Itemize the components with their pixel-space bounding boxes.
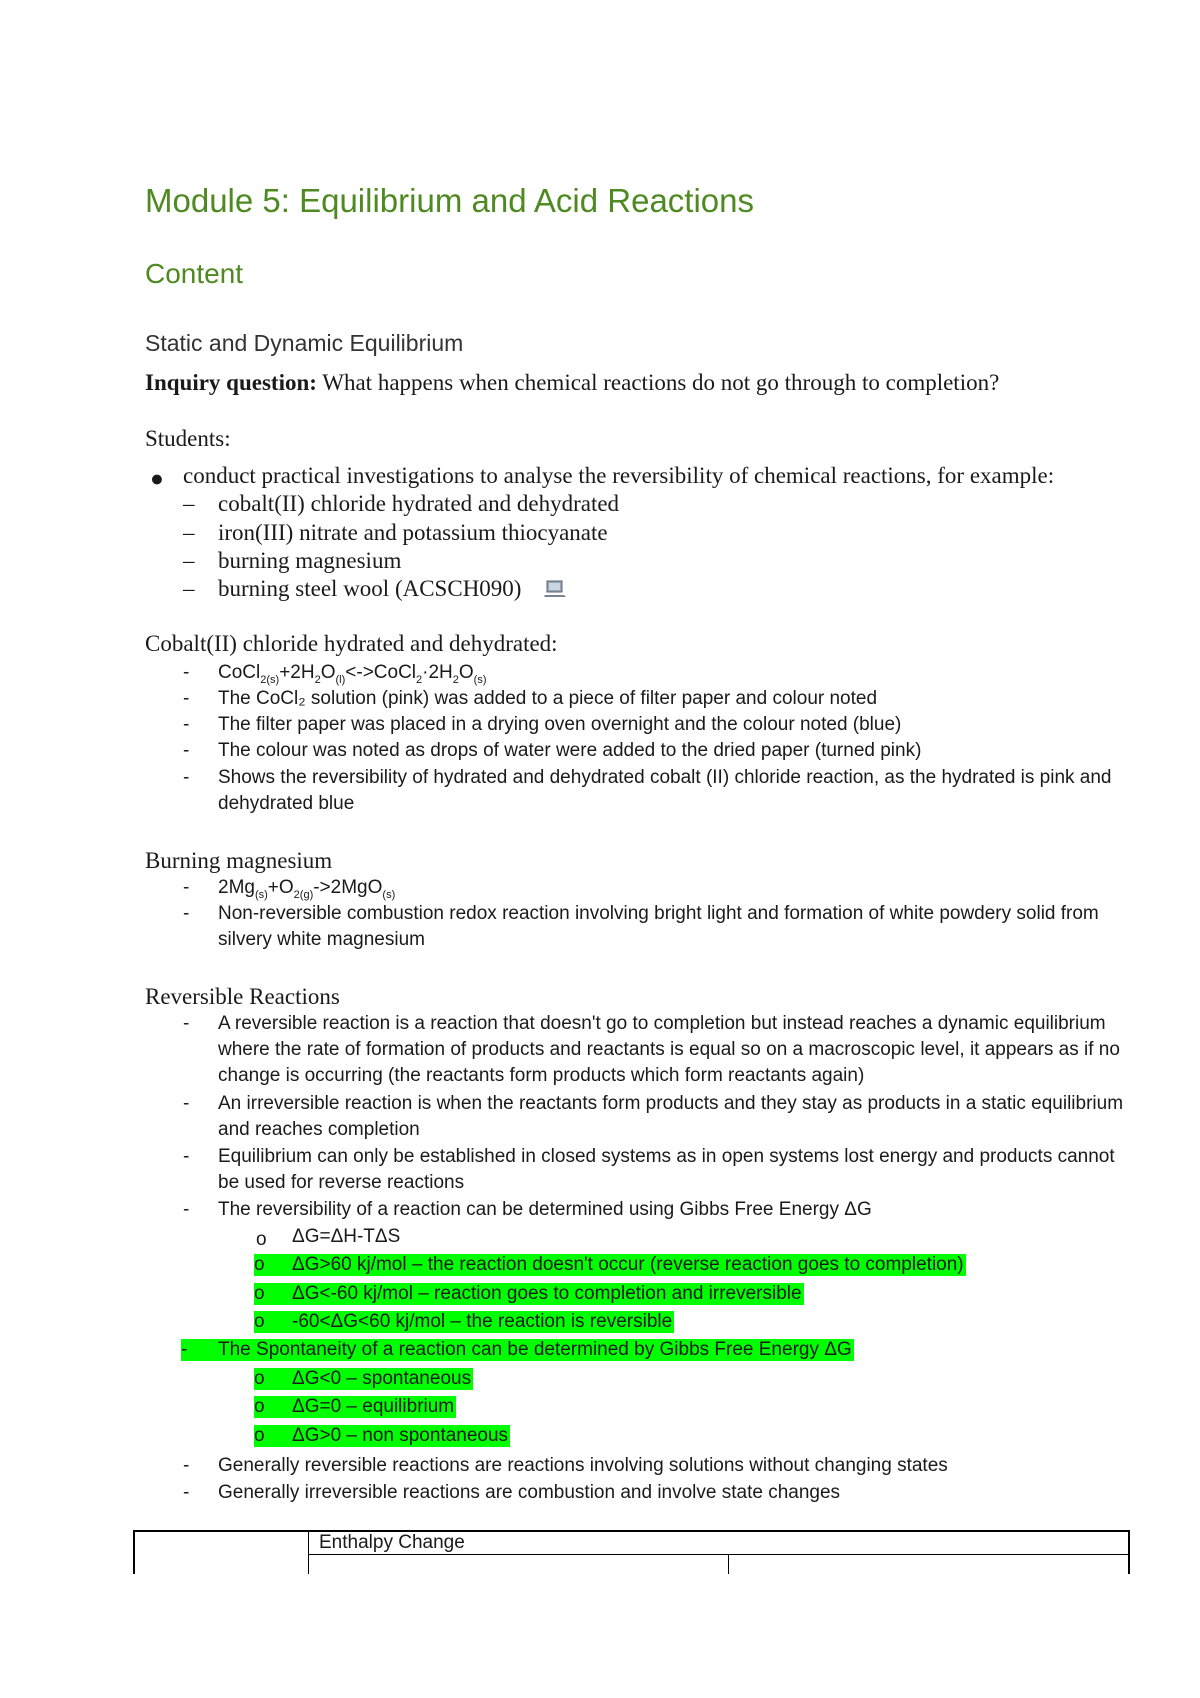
table-border xyxy=(133,1530,135,1574)
circle-bullet: o xyxy=(254,1254,265,1275)
circle-bullet: o xyxy=(254,1368,265,1389)
bullet-subitem: burning steel wool (ACSCH090) xyxy=(218,576,522,601)
cobalt-item: The CoCl₂ solution (pink) was added to a piece of filter paper and colour noted xyxy=(218,688,878,709)
bullet-text: conduct practical investigations to analyse the reversibility of chemical reactions, for example: xyxy=(183,463,1055,488)
highlighted-line xyxy=(181,1339,854,1361)
dash-marker: - xyxy=(183,1455,190,1476)
table-border xyxy=(308,1554,1130,1555)
spont-subitem: ΔG<0 – spontaneous xyxy=(292,1368,472,1389)
dash-marker: - xyxy=(181,1339,188,1360)
highlighted-line xyxy=(254,1368,473,1390)
magnesium-equation: $2Mg_{(s)}+O_{2(g)}->2MgO_{(s)}$ xyxy=(218,877,396,901)
dash-marker: - xyxy=(183,1146,190,1167)
cobalt-item: The filter paper was placed in a drying oven overnight and the colour noted (blue) xyxy=(218,714,902,735)
inquiry-label: Inquiry question: xyxy=(145,370,317,395)
gibbs-subitem: -60<ΔG<60 kj/mol – the reaction is reversible xyxy=(292,1311,673,1332)
circle-bullet: o xyxy=(254,1283,265,1304)
highlighted-line xyxy=(254,1311,674,1333)
en-dash-marker: – xyxy=(183,548,195,573)
dash-marker: - xyxy=(183,1199,190,1220)
highlighted-line xyxy=(254,1396,456,1418)
reversible-item: The reversibility of a reaction can be determined using Gibbs Free Energy ΔG xyxy=(218,1199,872,1220)
magnesium-item: Non-reversible combustion redox reaction involving bright light and formation of white powdery solid from silvery white magnesium xyxy=(218,903,1099,950)
section-heading: Static and Dynamic Equilibrium xyxy=(145,330,464,356)
highlighted-line xyxy=(254,1283,804,1305)
spontaneity-item: The Spontaneity of a reaction can be determined by Gibbs Free Energy ΔG xyxy=(218,1339,852,1360)
gibbs-subitem: ΔG>60 kj/mol – the reaction doesn't occur (reverse reaction goes to completion) xyxy=(292,1254,964,1275)
gibbs-subitem: ΔG=ΔH-TΔS xyxy=(292,1226,401,1247)
reversible-heading: Reversible Reactions xyxy=(145,984,340,1009)
cobalt-heading: Cobalt(II) chloride hydrated and dehydrated: xyxy=(145,631,558,656)
students-label: Students: xyxy=(145,426,231,451)
bullet-subitem: iron(III) nitrate and potassium thiocyanate xyxy=(218,520,608,545)
bullet-icon: ● xyxy=(150,466,164,491)
table-border xyxy=(728,1554,729,1574)
cobalt-item: The colour was noted as drops of water were added to the dried paper (turned pink) xyxy=(218,740,922,761)
dash-marker: - xyxy=(183,767,190,788)
computer-icon xyxy=(544,580,568,598)
reversible-item: A reversible reaction is a reaction that doesn't go to completion but instead reaches a dynamic equilibrium where the rate of formation of products and reactants is equal so on a macroscopic level, it appears as if no change is occurring (the reactants form products which form reactants again) xyxy=(218,1013,1120,1086)
en-dash-marker: – xyxy=(183,576,195,601)
table-header: Enthalpy Change xyxy=(319,1532,465,1553)
reversible-item: An irreversible reaction is when the reactants form products and they stay as products in a static equilibrium and reaches completion xyxy=(218,1093,1124,1140)
en-dash-marker: – xyxy=(183,520,195,545)
cobalt-equation: $CoCl_{2(s)}+2H_2O_{(l)}<->CoCl_2\cdot 2H_2O_{(s)}$ xyxy=(218,662,487,686)
table-border xyxy=(133,1530,1130,1532)
bullet-subitem: burning magnesium xyxy=(218,548,402,573)
reversible-item: Equilibrium can only be established in closed systems as in open systems lost energy and products cannot be used for reverse reactions xyxy=(218,1146,1115,1193)
dash-marker: - xyxy=(183,1482,190,1503)
highlighted-line xyxy=(254,1425,510,1447)
spont-subitem: ΔG>0 – non spontaneous xyxy=(292,1425,509,1446)
bullet-subitem: cobalt(II) chloride hydrated and dehydrated xyxy=(218,491,620,516)
dash-marker: - xyxy=(183,1013,190,1034)
circle-bullet: o xyxy=(256,1229,267,1250)
dash-marker: - xyxy=(183,1093,190,1114)
dash-marker: - xyxy=(183,714,190,735)
dash-marker: - xyxy=(183,740,190,761)
general-item: Generally irreversible reactions are combustion and involve state changes xyxy=(218,1482,841,1503)
general-item: Generally reversible reactions are reactions involving solutions without changing states xyxy=(218,1455,948,1476)
dash-marker: - xyxy=(183,903,190,924)
spont-subitem: ΔG=0 – equilibrium xyxy=(292,1396,455,1417)
magnesium-heading: Burning magnesium xyxy=(145,848,333,873)
circle-bullet: o xyxy=(254,1311,265,1332)
content-heading: Content xyxy=(145,258,244,289)
enthalpy-table xyxy=(133,1530,1130,1574)
table-border xyxy=(1128,1530,1130,1574)
highlighted-line xyxy=(254,1254,966,1276)
dash-marker: - xyxy=(183,877,190,898)
circle-bullet: o xyxy=(254,1425,265,1446)
table-border xyxy=(308,1530,309,1574)
dash-marker: - xyxy=(183,662,190,683)
cobalt-item: Shows the reversibility of hydrated and dehydrated cobalt (II) chloride reaction, as the hydrated is pink and dehydrated blue xyxy=(218,767,1112,814)
gibbs-subitem: ΔG<-60 kj/mol – reaction goes to completion and irreversible xyxy=(292,1283,802,1304)
circle-bullet: o xyxy=(254,1396,265,1417)
dash-marker: - xyxy=(183,688,190,709)
module-title: Module 5: Equilibrium and Acid Reactions xyxy=(145,182,755,219)
inquiry-question xyxy=(145,370,999,396)
en-dash-marker: – xyxy=(183,491,195,516)
inquiry-text: What happens when chemical reactions do not go through to completion? xyxy=(322,370,1000,395)
